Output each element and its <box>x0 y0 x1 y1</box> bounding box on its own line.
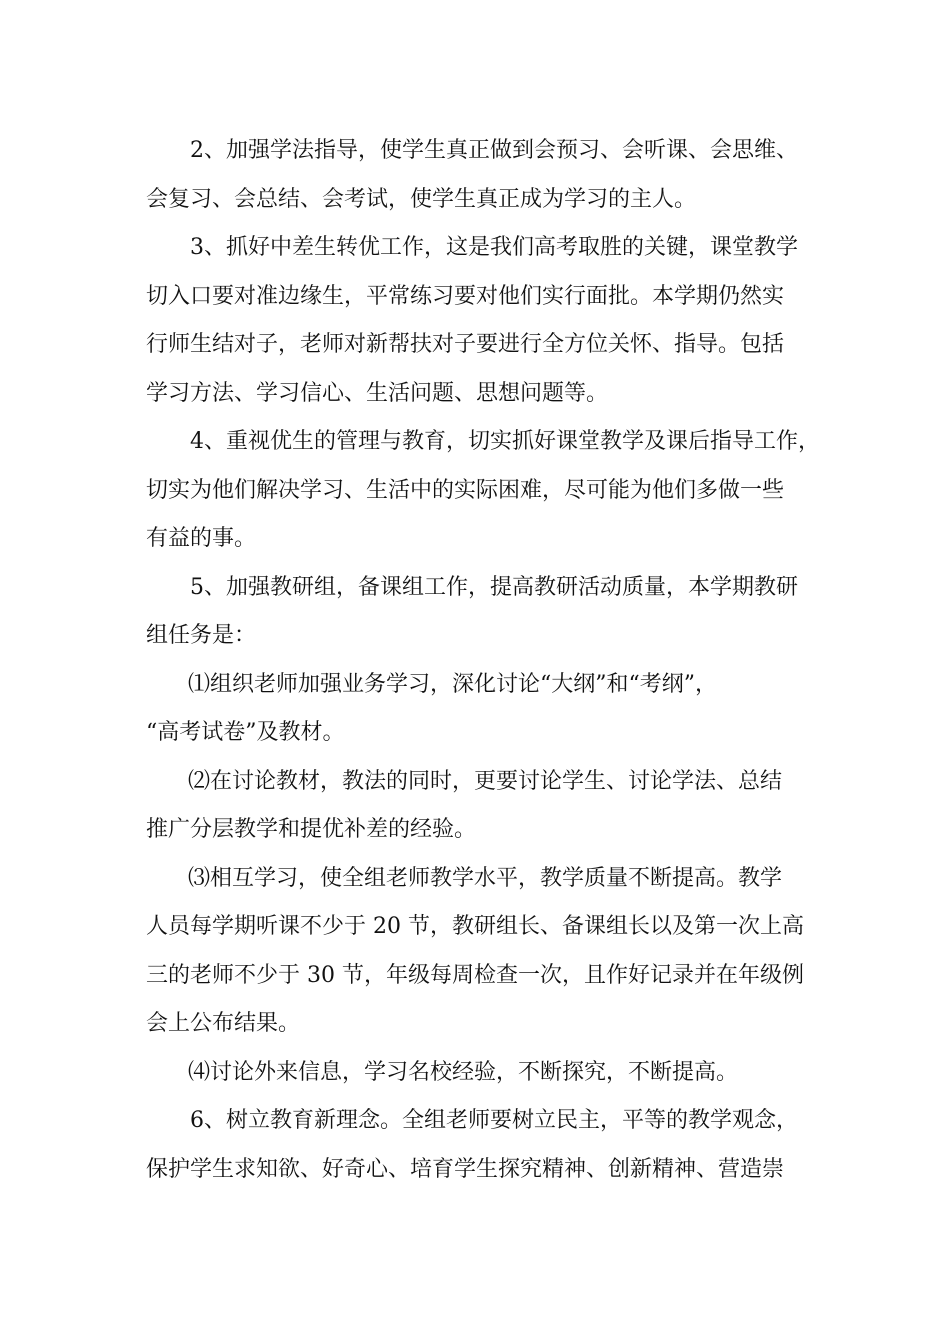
text-line: “高考试卷”及教材。 <box>146 720 345 745</box>
subitem-3 <box>146 855 826 1049</box>
paragraph-item-4 <box>146 418 826 564</box>
text-line: 行师生结对子，老师对新帮扶对子要进行全方位关怀、指导。包括 <box>146 332 785 357</box>
subitem-4 <box>146 1049 826 1098</box>
paragraph-item-6 <box>146 1097 826 1194</box>
text-line: 2、加强学法指导，使学生真正做到会预习、会听课、会思维、 <box>190 138 798 163</box>
text-line: ⑵在讨论教材，教法的同时，更要讨论学生、讨论学法、总结 <box>188 768 783 794</box>
text-line: 4、重视优生的管理与教育，切实抓好课堂教学及课后指导工作， <box>190 429 820 454</box>
text-line: 会上公布结果。 <box>146 1011 301 1036</box>
subitem-1 <box>146 661 826 758</box>
paragraph-item-2 <box>146 127 826 224</box>
text-line: 学习方法、学习信心、生活问题、思想问题等。 <box>146 380 609 406</box>
text-line: ⑴组织老师加强业务学习，深化讨论“大纲”和“考纲”， <box>188 671 717 697</box>
text-line: 5、加强教研组，备课组工作，提高教研活动质量，本学期教研 <box>190 574 798 600</box>
text-line: 保护学生求知欲、好奇心、培育学生探究精神、创新精神、营造崇 <box>146 1156 785 1182</box>
text-line: 会复习、会总结、会考试，使学生真正成为学习的主人。 <box>146 186 697 212</box>
text-line: 3、抓好中差生转优工作，这是我们高考取胜的关键，课堂教学 <box>190 235 798 260</box>
text-line: 三的老师不少于 30 节，年级每周检查一次，且作好记录并在年级例 <box>146 962 804 988</box>
text-line: 切入口要对准边缘生，平常练习要对他们实行面批。本学期仍然实 <box>146 283 785 309</box>
text-line: 6、树立教育新理念。全组老师要树立民主，平等的教学观念， <box>190 1108 798 1133</box>
text-line: 切实为他们解决学习、生活中的实际困难，尽可能为他们多做一些 <box>146 477 785 503</box>
text-line: 有益的事。 <box>146 526 257 551</box>
text-line: ⑷讨论外来信息，学习名校经验，不断探究，不断提高。 <box>188 1059 739 1085</box>
paragraph-item-5 <box>146 564 826 661</box>
subitem-2 <box>146 758 826 855</box>
text-line: 人员每学期听课不少于 20 节，教研组长、备课组长以及第一次上高 <box>146 914 804 939</box>
text-line: 组任务是： <box>146 623 257 648</box>
text-line: ⑶相互学习，使全组老师教学水平，教学质量不断提高。教学 <box>188 865 783 891</box>
document-body <box>146 127 826 1194</box>
text-line: 推广分层教学和提优补差的经验。 <box>146 817 477 842</box>
paragraph-item-3 <box>146 224 826 418</box>
